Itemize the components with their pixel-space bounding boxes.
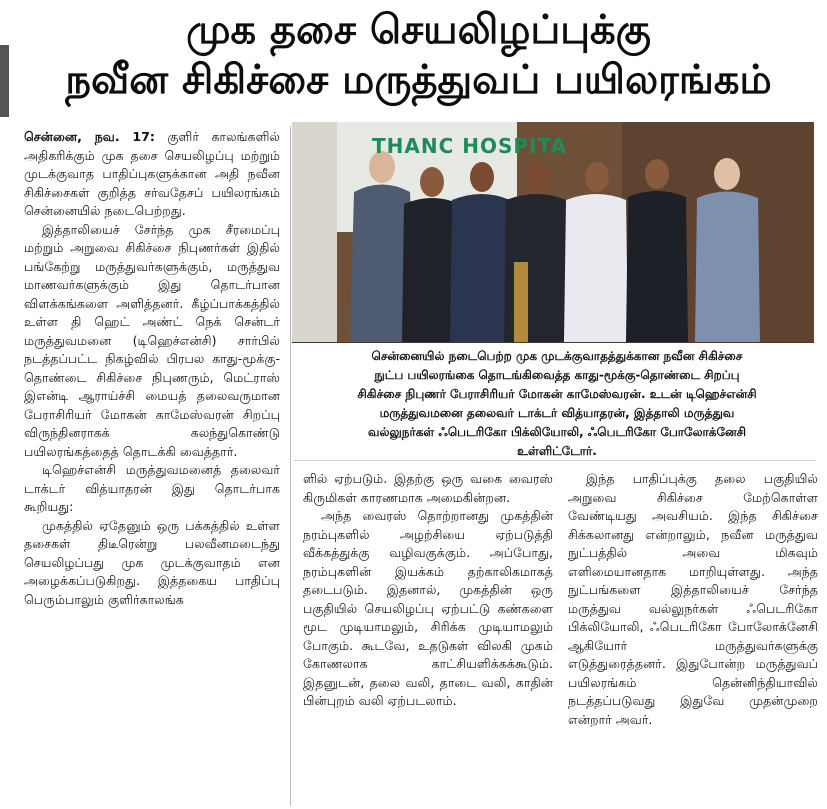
article-column-2 [303,470,553,711]
article-paragraph [24,128,280,221]
hospital-banner-text: THANC HOSPITA [372,134,568,158]
caption-line: சிகிச்சை நிபுணர் பேராசிரியர் மோகன் காமேஸ்வரன். உடன் டிஹெச்என்சி [357,387,757,401]
caption-line: வல்லுநர்கள் ஃபெடரிகோ பிக்லியோலி, ஃபெடரிகோ போலோக்னேசி [367,425,747,439]
article-paragraph: அந்த வைரஸ் தொற்றானது முகத்தின் நரம்புகளில் அழற்சியை ஏற்படுத்தி வீக்கத்துக்கு வழிவகுக்கும். அப்போது, நரம்புகளின் இயக்கம் தற்காலிகமாகத் தடைபடும். இதனால், முகத்தின் ஒரு பகுதியில் செயலிழப்பு ஏற்பட்டு கண்களை மூட முடியாமலும், சிரிக்க முடியாமலும் போகும். கூடவே, உதடுகள் விலகி முகம் கோணலாக காட்சியளிக்கக்கூடும். இதனுடன், தலை வலி, தாடை வலி, காதின் பின்புறம் வலி ஏற்படலாம். [303,508,553,708]
caption-line: சென்னையில் நடைபெற்ற முக முடக்குவாதத்துக்கான நவீன சிகிச்சை [371,349,743,363]
article-paragraph: இந்த பாதிப்புக்கு தலை பகுதியில் அறுவை சிகிச்சை மேற்கொள்ள வேண்டியது அவசியம். இந்த சிகிச்சை சிக்கலானது என்றாலும், நவீன மருத்துவ நுட்பத்தில் அவை மிகவும் எளிமையானதாக மாறியுள்ளது. அந்த நுட்பங்களை இத்தாலியைச் சேர்ந்த மருத்துவ வல்லுநர்கள் ஃபெடரிகோ பிக்லியோலி, ஃபெடரிகோ போலோக்னேசி ஆகியோர் மருத்துவர்களுக்கு எடுத்துரைத்தனர். இதுபோன்ற மருத்துவப் பயிலரங்கம் தென்னிந்தியாவில் நடத்தப்படுவது இதுவே முதன்முறை என்றார் அவர். [568,471,818,727]
headline-line-2: நவீன சிகிச்சை மருத்துவப் பயிலரங்கம் [65,57,772,103]
article-paragraph: இத்தாலியைச் சேர்ந்த முக சீரமைப்பு மற்றும் அறுவை சிகிச்சை நிபுணர்கள் இதில் பங்கேற்று மருத்துவர்களுக்கும், மருத்துவ மாணவர்களுக்கும் இது தொடர்பான விளக்கங்களை அளித்தனர். கீழ்ப்பாக்கத்தில் உள்ள தி ஹெட் அண்ட் நெக் சென்டர் மருத்துவமனை (டிஹெச்என்சி) சார்பில் நடத்தப்பட்ட நிகழ்வில் பிரபல காது-மூக்கு-தொண்டை சிகிச்சை நிபுணரும், மெட்ராஸ் இஎன்டி ஆராய்ச்சி மையத் தலைவருமான பேராசிரியர் மோகன் காமேஸ்வரன் சிறப்பு விருந்தினராகக் கலந்துகொண்டு பயிலரங்கத்தைத் தொடக்கி வைத்தார். [24,221,280,459]
caption-line: உள்ளிட்டோர். [517,444,597,458]
paragraph-text: குளிர் காலங்களில் அதிகரிக்கும் முக தசை செயலிழப்பு மற்றும் முடக்குவாத பாதிப்புகளுக்கான அதி நவீன சிகிச்சைகள் குறித்த சர்வதேசப் பயிலரங்கம் சென்னையில் நடைபெற்றது. [24,129,280,218]
article-paragraph: ளில் ஏற்படும். இதற்கு ஒரு வகை வைரஸ் கிருமிகள் காரணமாக அமைகின்றன. [303,471,553,505]
caption-divider [294,460,816,461]
article-column-1 [24,128,280,609]
dateline: சென்னை, நவ. 17: [24,129,155,144]
article-column-3 [568,470,818,729]
column-divider [290,126,291,806]
article-paragraph: டிஹெச்என்சி மருத்துவமனைத் தலைவர் டாக்டர் வித்யாதரன் இது தொடர்பாக கூறியது: [24,462,280,514]
caption-line: நுட்ப பயிலரங்கை தொடங்கிவைத்த காது-மூக்கு-தொண்டை சிறப்பு [374,368,740,382]
photo-caption [300,347,814,461]
news-photo [292,122,814,343]
headline-line-1: முக தசை செயலிழப்புக்கு [186,7,651,53]
section-marker-bar [0,45,9,117]
article-paragraph: முகத்தில் ஏதேனும் ஒரு பக்கத்தில் உள்ள தசைகள் திடீரென்று பலவீனமடைந்து செயலிழப்பது முக முடக்குவாதம் என அழைக்கப்படுகிறது. இத்தகைய பாதிப்பு பெரும்பாலும் குளிர்காலங்க [24,517,280,607]
caption-line: மருத்துவமனை தலைவர் டாக்டர் வித்யாதரன், இத்தாலி மருத்துவ [379,406,735,420]
